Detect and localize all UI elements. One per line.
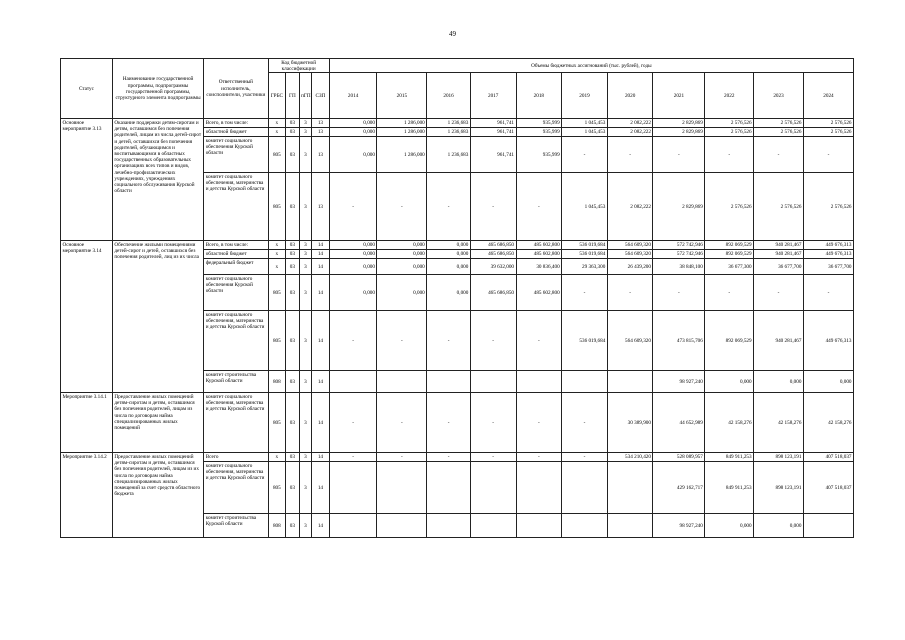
row-status: Основное мероприятие 3.13 [61, 119, 113, 241]
code-pgp: 3 [299, 514, 311, 538]
code-pgp: 3 [299, 119, 311, 128]
budget-value: 98 927,240 [653, 371, 705, 393]
budget-value: 26 439,200 [607, 259, 653, 275]
code-szp: 14 [312, 462, 330, 514]
header-year: 2021 [653, 73, 705, 119]
code-szp: 14 [312, 275, 330, 311]
budget-value: 1 286,000 [377, 119, 427, 128]
budget-value: 0,000 [705, 514, 754, 538]
header-year: 2017 [470, 73, 516, 119]
table-body [61, 119, 854, 538]
budget-value: 465 686,850 [470, 275, 516, 311]
code-szp: 14 [312, 311, 330, 371]
budget-value: 849 911,253 [705, 453, 754, 462]
budget-value [427, 462, 471, 514]
code-pgp: 3 [299, 371, 311, 393]
header-year: 2023 [754, 73, 804, 119]
row-name: Предоставление жилых помещений детям-сиротам и детям, оставшимся без попечения родителей, лицам из числа по договорам найма специализированных жилых помещений [112, 393, 203, 453]
code-gp: 03 [286, 250, 299, 259]
budget-value [470, 514, 516, 538]
budget-value: 485 602,800 [516, 275, 562, 311]
budget-value: 0,000 [377, 241, 427, 250]
budget-value: 0,000 [427, 250, 471, 259]
budget-value: 2 576,526 [803, 173, 853, 241]
budget-value: 898 123,191 [754, 453, 804, 462]
budget-value: 42 158,276 [705, 393, 754, 453]
code-grbs: х [268, 241, 286, 250]
budget-value: 44 652,989 [653, 393, 705, 453]
row-executor: комитет социального обеспечения, материнства и детства Курской области [204, 462, 268, 514]
code-szp: 14 [312, 241, 330, 250]
budget-value: - [562, 393, 608, 453]
code-pgp: 3 [299, 393, 311, 453]
row-executor: комитет социального обеспечения, материнства и детства Курской области [204, 311, 268, 371]
budget-value: 2 576,526 [705, 128, 754, 137]
header-year: 2018 [516, 73, 562, 119]
budget-value [562, 514, 608, 538]
budget-value: 2 829,869 [653, 119, 705, 128]
row-status: Мероприятие 3.14.1 [61, 393, 113, 453]
header-szp: СЗП [312, 73, 330, 119]
budget-value: 0,000 [705, 371, 754, 393]
budget-value [377, 371, 427, 393]
budget-value [329, 514, 377, 538]
budget-value: 39 632,000 [470, 259, 516, 275]
budget-value: 407 518,037 [803, 453, 853, 462]
budget-value: 0,000 [427, 275, 471, 311]
budget-value [607, 371, 653, 393]
budget-value: 0,000 [427, 259, 471, 275]
budget-value: 429 162,717 [653, 462, 705, 514]
code-gp: 03 [286, 514, 299, 538]
budget-value: 2 576,526 [803, 128, 853, 137]
code-szp: 13 [312, 137, 330, 173]
code-pgp: 3 [299, 137, 311, 173]
budget-value: 36 677,700 [803, 259, 853, 275]
budget-value: 36 677,700 [754, 259, 804, 275]
row-name: Предоставление жилых помещений детям-сиротам и детям, оставшимся без попечения родителей, лицам из их числа по договорам найма специализированных жилых помещений за счет средств областного бюджета [112, 453, 203, 538]
budget-value: 0,000 [329, 275, 377, 311]
budget-value: 536 019,684 [562, 250, 608, 259]
budget-value [329, 462, 377, 514]
header-year: 2022 [705, 73, 754, 119]
budget-value: - [427, 453, 471, 462]
budget-value: - [516, 453, 562, 462]
code-pgp: 3 [299, 259, 311, 275]
budget-value: 564 609,320 [607, 250, 653, 259]
budget-value: 0,000 [377, 275, 427, 311]
budget-value: 30 389,900 [607, 393, 653, 453]
budget-value: - [329, 173, 377, 241]
budget-value: 2 082,222 [607, 173, 653, 241]
code-grbs: х [268, 259, 286, 275]
code-gp: 03 [286, 173, 299, 241]
budget-value: 0,000 [754, 514, 804, 538]
budget-value: - [470, 453, 516, 462]
budget-value: 564 609,320 [607, 311, 653, 371]
budget-value: - [653, 137, 705, 173]
budget-value: 485 602,800 [516, 250, 562, 259]
table-row [61, 241, 854, 250]
code-grbs: 805 [268, 173, 286, 241]
code-grbs: 805 [268, 275, 286, 311]
header-executor: Ответственный исполнитель, соисполнители, участники [204, 59, 268, 119]
code-grbs: 808 [268, 514, 286, 538]
budget-value: 42 158,276 [803, 393, 853, 453]
budget-value [516, 514, 562, 538]
budget-value: 2 576,526 [754, 173, 804, 241]
budget-value: - [470, 393, 516, 453]
row-executor: Всего [204, 453, 268, 462]
budget-value: 42 158,276 [754, 393, 804, 453]
budget-value [607, 514, 653, 538]
budget-value [329, 371, 377, 393]
code-grbs: х [268, 453, 286, 462]
row-executor: комитет строительства Курской области [204, 514, 268, 538]
budget-value: - [607, 137, 653, 173]
code-szp: 14 [312, 259, 330, 275]
budget-value: 38 848,100 [653, 259, 705, 275]
table-row [61, 119, 854, 128]
budget-value [470, 371, 516, 393]
budget-value: - [377, 173, 427, 241]
budget-value: 29 363,300 [562, 259, 608, 275]
budget-value: 36 677,300 [705, 259, 754, 275]
budget-value: - [754, 137, 804, 173]
budget-value: 473 815,706 [653, 311, 705, 371]
code-gp: 03 [286, 462, 299, 514]
code-grbs: 805 [268, 462, 286, 514]
budget-value: 449 676,313 [803, 311, 853, 371]
budget-value: 1 236,683 [427, 119, 471, 128]
header-gp: ГП [286, 73, 299, 119]
row-status: Основное мероприятие 3.14 [61, 241, 113, 393]
budget-value: 1 045,453 [562, 119, 608, 128]
budget-value: - [803, 137, 853, 173]
budget-value: - [562, 453, 608, 462]
budget-value: - [562, 137, 608, 173]
budget-value [470, 462, 516, 514]
budget-value: 2 829,869 [653, 128, 705, 137]
header-budget-code: Код бюджетной классификации [268, 59, 329, 73]
row-executor: комитет социального обеспечения, материнства и детства Курской области [204, 393, 268, 453]
budget-value: 961,741 [470, 128, 516, 137]
budget-value: - [705, 275, 754, 311]
budget-value: 1 236,683 [427, 137, 471, 173]
budget-value: 0,000 [803, 371, 853, 393]
code-gp: 03 [286, 137, 299, 173]
row-status: Мероприятие 3.14.2 [61, 453, 113, 538]
row-name: Обеспечение жилыми помещениями детей-сирот и детей, оставшихся без попечения родителей, лиц из их числа [112, 241, 203, 393]
budget-value: 465 686,850 [470, 250, 516, 259]
budget-value: 892 069,529 [705, 241, 754, 250]
budget-value: 940 281,467 [754, 241, 804, 250]
header-year: 2019 [562, 73, 608, 119]
budget-value [607, 462, 653, 514]
budget-value: 892 069,529 [705, 250, 754, 259]
code-grbs: 808 [268, 371, 286, 393]
row-executor: комитет строительства Курской области [204, 371, 268, 393]
code-pgp: 3 [299, 462, 311, 514]
budget-value: - [705, 137, 754, 173]
row-executor: комитет социального обеспечения Курской области [204, 275, 268, 311]
budget-table [60, 58, 854, 538]
budget-value: 572 742,946 [653, 250, 705, 259]
budget-value: 898 123,191 [754, 462, 804, 514]
code-gp: 03 [286, 241, 299, 250]
code-szp: 13 [312, 119, 330, 128]
budget-value [562, 371, 608, 393]
budget-value: 30 836,400 [516, 259, 562, 275]
budget-value: 2 576,526 [705, 119, 754, 128]
budget-value: - [377, 453, 427, 462]
code-grbs: 805 [268, 137, 286, 173]
code-gp: 03 [286, 311, 299, 371]
budget-value [427, 514, 471, 538]
code-grbs: 805 [268, 311, 286, 371]
budget-value: 465 686,850 [470, 241, 516, 250]
code-grbs: х [268, 128, 286, 137]
header-year: 2024 [803, 73, 853, 119]
budget-value: 1 045,453 [562, 173, 608, 241]
budget-value: 0,000 [329, 259, 377, 275]
code-pgp: 3 [299, 241, 311, 250]
budget-value: 961,741 [470, 119, 516, 128]
budget-value: 449 676,313 [803, 241, 853, 250]
budget-value: - [470, 311, 516, 371]
code-grbs: х [268, 119, 286, 128]
budget-value: 407 518,037 [803, 462, 853, 514]
row-executor: федеральный бюджет [204, 259, 268, 275]
budget-value: - [329, 393, 377, 453]
budget-value: 0,000 [427, 241, 471, 250]
budget-value [377, 462, 427, 514]
header-volumes: Объемы бюджетных ассигнований (тыс. рублей), годы [329, 59, 853, 73]
budget-value: - [803, 275, 853, 311]
code-szp: 14 [312, 250, 330, 259]
budget-value: 449 676,313 [803, 250, 853, 259]
budget-value: - [754, 275, 804, 311]
code-pgp: 3 [299, 453, 311, 462]
row-name: Оказание поддержки детям-сиротам и детям, оставшимся без попечения родителей, лицам из числа детей-сирот и детей, оставшихся без попечения родителей, обучающимся и воспитывающимся в областных государственных образовательных организациях всех типов и видов, лечебно-профилактических учреждениях, учреждениях социального обслуживания Курской области [112, 119, 203, 241]
budget-value: 2 576,526 [705, 173, 754, 241]
budget-value: 0,000 [329, 119, 377, 128]
budget-value: - [653, 275, 705, 311]
budget-value: - [516, 393, 562, 453]
budget-value: 2 576,526 [803, 119, 853, 128]
table-row [61, 393, 854, 453]
header-status: Статус [61, 59, 113, 119]
row-executor: областной бюджет [204, 128, 268, 137]
budget-value: 940 281,467 [754, 311, 804, 371]
budget-value [803, 514, 853, 538]
budget-value: 2 082,222 [607, 128, 653, 137]
budget-value: - [427, 173, 471, 241]
budget-value: 935,999 [516, 137, 562, 173]
budget-value: 2 082,222 [607, 119, 653, 128]
budget-value: 961,741 [470, 137, 516, 173]
budget-value: - [377, 311, 427, 371]
budget-value: 0,000 [377, 259, 427, 275]
budget-value [562, 462, 608, 514]
code-gp: 03 [286, 119, 299, 128]
code-szp: 14 [312, 371, 330, 393]
code-gp: 03 [286, 453, 299, 462]
code-grbs: 805 [268, 393, 286, 453]
budget-value: 528 089,957 [653, 453, 705, 462]
header-name: Наименование государственной программы, подпрограммы государственной программы, структурного элемента подпрограммы [112, 59, 203, 119]
budget-value: - [427, 393, 471, 453]
budget-value: 940 281,467 [754, 250, 804, 259]
budget-value: 0,000 [329, 250, 377, 259]
budget-value: 935,999 [516, 128, 562, 137]
budget-value: 2 576,526 [754, 128, 804, 137]
header-year: 2020 [607, 73, 653, 119]
code-pgp: 3 [299, 128, 311, 137]
budget-value: 485 602,800 [516, 241, 562, 250]
header-year: 2014 [329, 73, 377, 119]
budget-value: 1 045,453 [562, 128, 608, 137]
budget-value [516, 371, 562, 393]
budget-value: 0,000 [754, 371, 804, 393]
row-executor: Всего, в том числе: [204, 241, 268, 250]
budget-value: - [516, 173, 562, 241]
budget-value: - [329, 311, 377, 371]
code-gp: 03 [286, 128, 299, 137]
code-gp: 03 [286, 275, 299, 311]
budget-value: 1 236,683 [427, 128, 471, 137]
code-szp: 13 [312, 128, 330, 137]
code-gp: 03 [286, 259, 299, 275]
table-row [61, 453, 854, 462]
budget-value: 534 210,420 [607, 453, 653, 462]
budget-value: 572 742,946 [653, 241, 705, 250]
code-pgp: 3 [299, 173, 311, 241]
budget-value: 0,000 [329, 137, 377, 173]
budget-value: - [516, 311, 562, 371]
budget-value: - [377, 393, 427, 453]
budget-value: 564 609,320 [607, 241, 653, 250]
code-szp: 14 [312, 514, 330, 538]
code-szp: 14 [312, 393, 330, 453]
budget-value: - [470, 173, 516, 241]
header-year: 2016 [427, 73, 471, 119]
row-executor: Всего, в том числе: [204, 119, 268, 128]
budget-value: 892 069,529 [705, 311, 754, 371]
budget-value: - [562, 275, 608, 311]
budget-value: 2 576,526 [754, 119, 804, 128]
budget-value: 536 019,684 [562, 311, 608, 371]
budget-value: 536 019,684 [562, 241, 608, 250]
budget-value: 2 829,869 [653, 173, 705, 241]
header-grbs: ГРБС [268, 73, 286, 119]
budget-value: 1 286,000 [377, 128, 427, 137]
code-pgp: 3 [299, 275, 311, 311]
budget-value: 1 286,000 [377, 137, 427, 173]
code-szp: 14 [312, 453, 330, 462]
code-pgp: 3 [299, 311, 311, 371]
budget-value [377, 514, 427, 538]
header-year: 2015 [377, 73, 427, 119]
budget-value: - [427, 311, 471, 371]
budget-value: - [329, 453, 377, 462]
row-executor: областной бюджет [204, 250, 268, 259]
budget-value: 98 927,240 [653, 514, 705, 538]
code-szp: 13 [312, 173, 330, 241]
code-gp: 03 [286, 393, 299, 453]
page-number: 49 [449, 30, 456, 38]
code-gp: 03 [286, 371, 299, 393]
budget-value: 935,999 [516, 119, 562, 128]
budget-value [516, 462, 562, 514]
budget-value: - [607, 275, 653, 311]
budget-value [427, 371, 471, 393]
code-grbs: х [268, 250, 286, 259]
header-pgp: пГП [299, 73, 311, 119]
budget-value: 0,000 [329, 128, 377, 137]
row-executor: комитет социального обеспечения Курской области [204, 137, 268, 173]
budget-value: 0,000 [377, 250, 427, 259]
budget-value: 849 911,253 [705, 462, 754, 514]
budget-value: 0,000 [329, 241, 377, 250]
code-pgp: 3 [299, 250, 311, 259]
row-executor: комитет социального обеспечения, материнства и детства Курской области [204, 173, 268, 241]
